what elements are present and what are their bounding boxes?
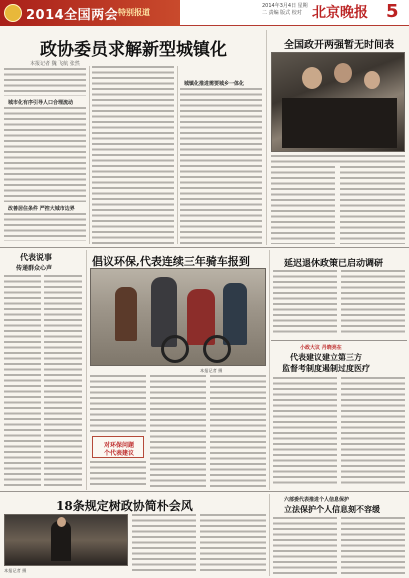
person-face <box>364 71 380 89</box>
crowd-dark-coats <box>282 98 397 148</box>
lead-byline: 本报记者 魏 飞航 张然 <box>30 61 80 67</box>
right-story-1-text-col2 <box>341 270 405 336</box>
feature-text-col3 <box>210 375 266 487</box>
lead-text-col3 <box>180 88 262 244</box>
feature-text-col2 <box>150 375 206 487</box>
right-story-2-headline-line2: 监督考制度遏制过度医疗 <box>282 363 370 373</box>
feature-headline: 倡议环保,代表连续三年骑车报到 <box>92 255 250 268</box>
column-rule <box>89 66 90 244</box>
feature-text-col1 <box>90 375 146 433</box>
lead-text-col1 <box>4 107 86 202</box>
press-photo-top-right <box>271 52 405 152</box>
person-figure <box>115 287 137 341</box>
left-story-text-col2 <box>44 275 82 487</box>
bicycle-wheel-icon <box>161 335 189 363</box>
bottom-right-headline: 立法保护个人信息刻不容缓 <box>284 504 380 514</box>
inset-box-title: 对环保问题 <box>103 442 134 449</box>
person-face <box>334 63 352 83</box>
inset-box <box>92 436 144 458</box>
column-rule <box>266 30 267 245</box>
bottom-right-text-col2 <box>341 517 405 575</box>
right-story-1-headline: 延迟退休政策已启动调研 <box>284 259 384 269</box>
lead-text-col1-top <box>4 68 86 96</box>
bottom-photo-credit: 本报记者 摄 <box>4 568 27 573</box>
column-rule <box>86 250 87 490</box>
top-right-text-col2 <box>340 166 405 244</box>
bottom-right-kicker: 六部委代表推进个人信息保护 <box>284 497 350 503</box>
left-story-subhead: 传递群众心声 <box>16 265 53 272</box>
newspaper-logo: 北京晚报 <box>312 5 368 21</box>
right-story-2-headline-line1: 代表建议建立第三方 <box>290 352 362 362</box>
top-right-text-col1 <box>271 166 335 244</box>
masthead-banner <box>0 0 180 26</box>
person-figure <box>223 283 247 345</box>
section-rule <box>0 247 409 248</box>
left-story-text-col1 <box>4 275 41 487</box>
person-face <box>302 67 322 89</box>
column-rule <box>269 250 270 490</box>
press-photo-bicycle <box>90 268 266 366</box>
lead-subhead-3: 城镇化推进需要城乡一体化 <box>184 81 245 87</box>
lead-subhead-1: 城市化有序引导人口合理流动 <box>8 100 74 106</box>
page-number: 5 <box>386 1 399 22</box>
feature-text-col1-bottom <box>90 461 146 487</box>
right-story-2-text-col1 <box>273 377 337 487</box>
press-photo-meeting <box>4 514 128 566</box>
masthead <box>0 0 409 26</box>
person-figure <box>51 521 71 561</box>
top-right-caption <box>271 155 405 163</box>
bottom-headline: 18条规定树政协简朴会风 <box>56 499 193 513</box>
section-rule <box>0 491 409 492</box>
column-rule <box>177 66 178 244</box>
lead-text-col1-bottom <box>4 213 86 241</box>
person-face <box>57 517 66 527</box>
lead-subhead-2: 改善居住条件 严控大城市边界 <box>8 206 75 212</box>
bicycle-wheel-icon <box>203 335 231 363</box>
inset-box-sub: 个代表建议 <box>103 450 134 457</box>
top-right-headline: 全国政开两强暂无时间表 <box>284 40 394 51</box>
right-story-1-text-col1 <box>273 270 337 336</box>
bottom-text-col2 <box>200 514 266 574</box>
lead-headline: 政协委员求解新型城镇化 <box>40 40 227 60</box>
column-rule <box>269 494 270 576</box>
bottom-text-col1 <box>132 514 196 574</box>
event-subtitle: 特别报道 <box>118 8 150 17</box>
feature-photo-credit: 本报记者 摄 <box>200 368 223 373</box>
national-emblem-icon <box>4 4 22 22</box>
issue-meta: 2014年3月4日 星期二 责编 版式 校对 <box>262 3 308 16</box>
bottom-right-text-col1 <box>273 517 337 575</box>
right-story-2-text-col2 <box>341 377 405 487</box>
right-story-2-kicker: 小政大议 丹晓亮在 <box>300 345 342 351</box>
lead-text-col2 <box>92 66 174 244</box>
section-rule <box>271 340 407 341</box>
left-story-headline: 代表说事 <box>20 252 52 262</box>
event-title: 2014全国两会 <box>26 8 119 23</box>
